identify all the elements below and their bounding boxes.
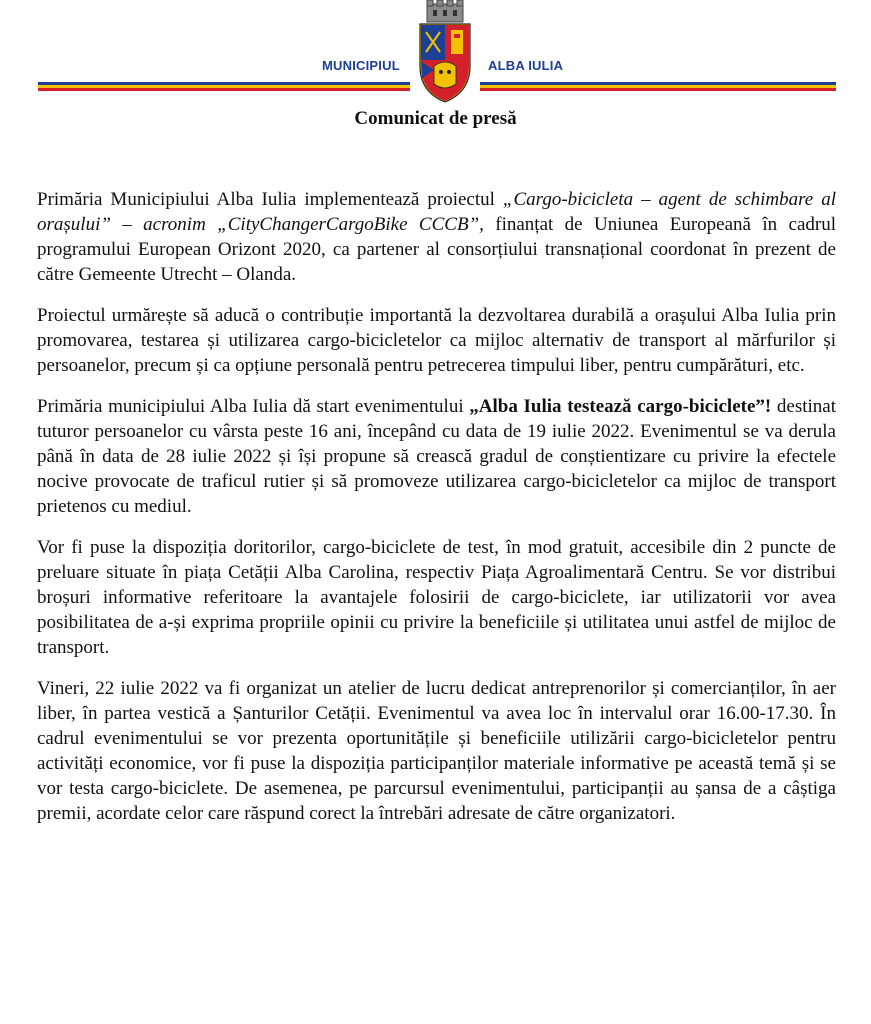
- document-title: Comunicat de presă: [354, 108, 517, 129]
- event-name: „Alba Iulia testează cargo-biciclete”!: [469, 396, 772, 417]
- paragraph-1-intro: Primăria Municipiului Alba Iulia implementează proiectul: [37, 189, 503, 210]
- brand-alba-iulia: ALBA IULIA: [488, 58, 564, 73]
- paragraph-3: [37, 394, 836, 519]
- document-body: [37, 187, 836, 842]
- paragraph-2: Proiectul urmărește să aducă o contribuție importantă la dezvoltarea durabilă a orașului Alba Iulia prin promovarea, testarea și utilizarea cargo-bicicletelor ca mijloc alternativ de transport al mărfurilor și persoanelor, precum și ca opțiune personală pentru petrecerea timpului liber, pentru cumpărături, etc.: [37, 305, 836, 376]
- paragraph-1: [37, 187, 836, 287]
- stripe-red-right: [480, 88, 836, 91]
- brand-municipiul: MUNICIPIUL: [322, 58, 400, 73]
- coat-of-arms-icon: [414, 0, 476, 104]
- paragraph-4: Vor fi puse la dispoziția doritorilor, cargo-biciclete de test, în mod gratuit, accesibile din 2 puncte de preluare situate în piața Cetății Alba Carolina, respectiv Piața Agroalimentară Centru. Se vor distribui broșuri informative referitoare la avantajele folosirii de cargo-biciclete, iar utilizatorii vor avea posibilitatea de a-și exprima propriile opinii cu privire la beneficiile și utilitatea unui astfel de mijloc de transport.: [37, 537, 836, 658]
- paragraph-3-intro: Primăria municipiului Alba Iulia dă start evenimentului: [37, 396, 470, 417]
- stripe-red-left: [38, 88, 410, 91]
- paragraph-1-rest: finanțat de Uniunea Europeană în cadrul programului European Orizont 2020, ca partener al consorțiului transnațional coordonat în prezent de către Gemeente Utrecht – Olanda.: [37, 214, 837, 285]
- letterhead: [0, 0, 871, 110]
- paragraph-3-rest: destinat tuturor persoanelor cu vârsta peste 16 ani, începând cu data de 19 iulie 2022. Evenimentul se va derula până în data de 28 iulie 2022 și își propune să crească gradul de conștientizare cu privire la efectele nocive provocate de traficul rutier și să promoveze utilizarea cargo-bicicletelor ca mijloc de transport prietenos cu mediul.: [37, 396, 836, 517]
- project-name: „Cargo-bicicleta – agent de schimbare al orașului” – acronim „CityChangerCargoBike CCCB”,: [37, 189, 837, 235]
- paragraph-5: Vineri, 22 iulie 2022 va fi organizat un atelier de lucru dedicat antreprenorilor și comercianților, în aer liber, în partea vestică a Șanturilor Cetății. Evenimentul va avea loc în intervalul orar 16.00-17.30. În cadrul evenimentului se vor prezenta oportunitățile și beneficiile utilizării cargo-bicicletelor pentru activități economice, vor fi puse la dispoziția participanților materiale informative pe această temă și se vor testa cargo-biciclete. De asemenea, pe parcursul evenimentului, participanții au șansa de a câștiga premii, acordate celor care răspund corect la întrebări adresate de către organizatori.: [37, 678, 836, 824]
